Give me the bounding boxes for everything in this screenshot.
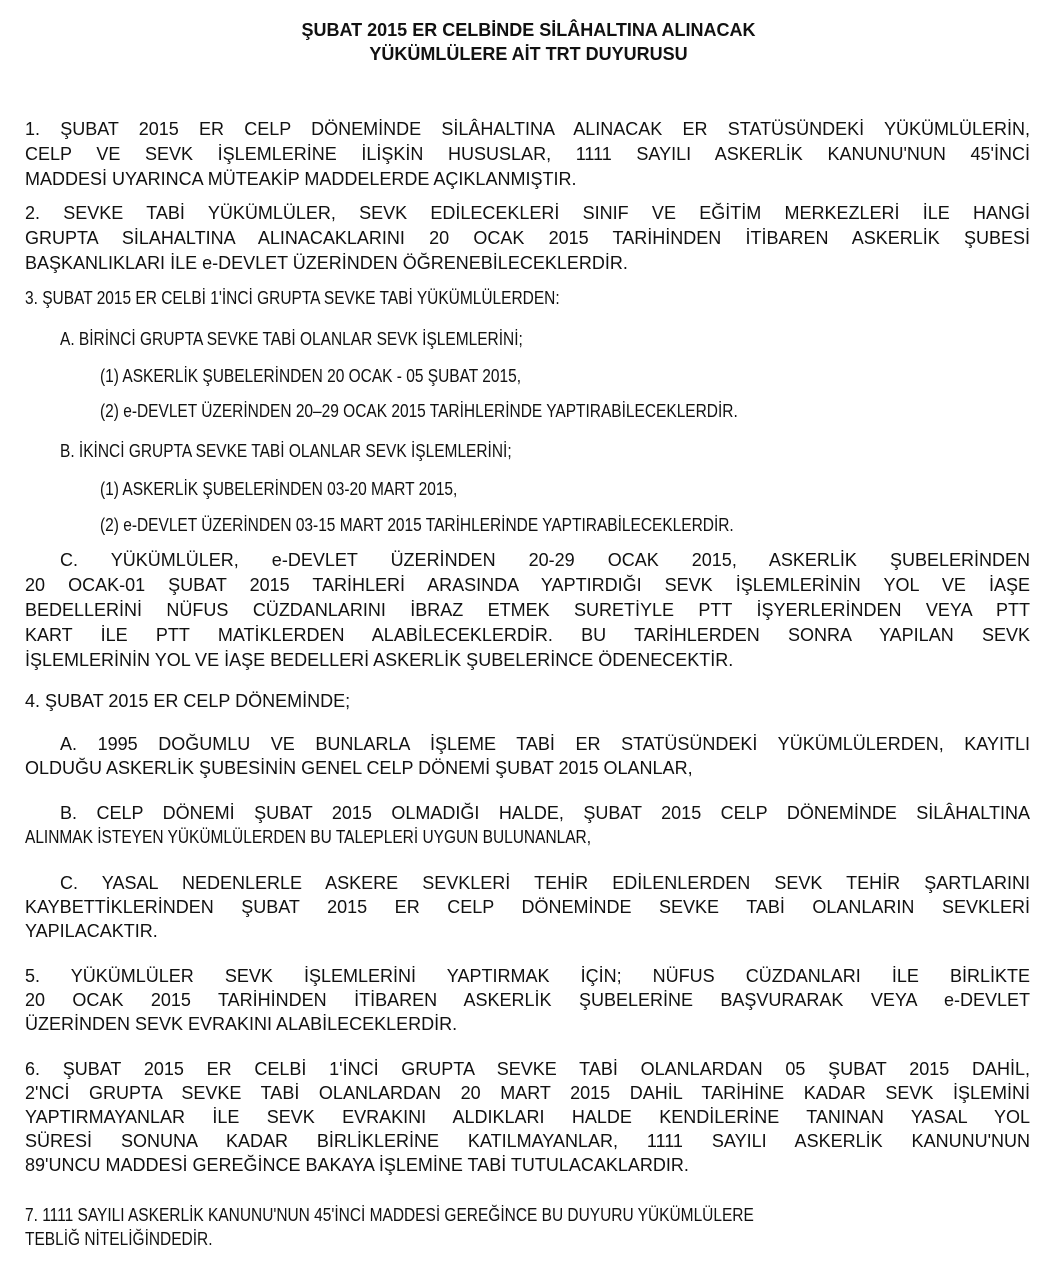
section-4c-line-1: C. YASAL NEDENLERLE ASKERE SEVKLERİ TEHİR EDİLENLERDEN SEVK TEHİR ŞARTLARINI: [60, 873, 1030, 893]
section-5-line-1: 5. YÜKÜMLÜLER SEVK İŞLEMLERİNİ YAPTIRMAK İÇİN; NÜFUS CÜZDANLARI İLE BİRLİKTE: [25, 966, 1030, 986]
section-4c-line-2: KAYBETTİKLERİNDEN ŞUBAT 2015 ER CELP DÖNEMİNDE SEVKE TABİ OLANLARIN SEVKLERİ: [25, 897, 1030, 917]
section-3a-item-1: (1) ASKERLİK ŞUBELERİNDEN 20 OCAK - 05 ŞUBAT 2015,: [100, 366, 522, 386]
section-6-line-5: 89'UNCU MADDESİ GEREĞİNCE BAKAYA İŞLEMİNE TABİ TUTULACAKLARDIR.: [25, 1155, 689, 1175]
section-4b-line-1: B. CELP DÖNEMİ ŞUBAT 2015 OLMADIĞI HALDE, ŞUBAT 2015 CELP DÖNEMİNDE SİLÂHALTINA: [60, 803, 1030, 823]
section-1-line-3: MADDESİ UYARINCA MÜTEAKİP MADDELERDE AÇIKLANMIŞTIR.: [25, 169, 577, 189]
section-6-line-2: 2'NCİ GRUPTA SEVKE TABİ OLANLARDAN 20 MART 2015 DAHİL TARİHİNE KADAR SEVK İŞLEMİNİ: [25, 1083, 1030, 1103]
section-3b-heading: B. İKİNCİ GRUPTA SEVKE TABİ OLANLAR SEVK İŞLEMLERİNİ;: [60, 441, 512, 461]
section-3b-item-2: (2) e-DEVLET ÜZERİNDEN 03-15 MART 2015 TARİHLERİNDE YAPTIRABİLECEKLERDİR.: [100, 515, 734, 535]
section-3c-line-4: KART İLE PTT MATİKLERDEN ALABİLECEKLERDİR. BU TARİHLERDEN SONRA YAPILAN SEVK: [25, 625, 1030, 645]
section-3a-item-2: (2) e-DEVLET ÜZERİNDEN 20–29 OCAK 2015 TARİHLERİNDE YAPTIRABİLECEKLERDİR.: [100, 401, 738, 421]
section-2-line-3: BAŞKANLIKLARI İLE e-DEVLET ÜZERİNDEN ÖĞRENEBİLECEKLERDİR.: [25, 253, 628, 273]
section-3b-item-1: (1) ASKERLİK ŞUBELERİNDEN 03-20 MART 2015,: [100, 479, 458, 499]
section-4a-line-2: OLDUĞU ASKERLİK ŞUBESİNİN GENEL CELP DÖNEMİ ŞUBAT 2015 OLANLAR,: [25, 758, 693, 778]
section-6-line-4: SÜRESİ SONUNA KADAR BİRLİKLERİNE KATILMAYANLAR, 1111 SAYILI ASKERLİK KANUNU'NUN: [25, 1131, 1030, 1151]
section-3c-line-1: C. YÜKÜMLÜLER, e-DEVLET ÜZERİNDEN 20-29 OCAK 2015, ASKERLİK ŞUBELERİNDEN: [60, 550, 1030, 570]
section-6-line-1: 6. ŞUBAT 2015 ER CELBİ 1'İNCİ GRUPTA SEVKE TABİ OLANLARDAN 05 ŞUBAT 2015 DAHİL,: [25, 1059, 1030, 1079]
section-3a-heading: A. BİRİNCİ GRUPTA SEVKE TABİ OLANLAR SEVK İŞLEMLERİNİ;: [60, 329, 523, 349]
document-title-line-2: YÜKÜMLÜLERE AİT TRT DUYURUSU: [369, 44, 688, 64]
section-3-heading: 3. ŞUBAT 2015 ER CELBİ 1'İNCİ GRUPTA SEVKE TABİ YÜKÜMLÜLERDEN:: [25, 288, 560, 308]
section-3c-line-3: BEDELLERİNİ NÜFUS CÜZDANLARINI İBRAZ ETMEK SURETİYLE PTT İŞYERLERİNDEN VEYA PTT: [25, 600, 1030, 620]
section-7-line-1: 7. 1111 SAYILI ASKERLİK KANUNU'NUN 45'İNCİ MADDESİ GEREĞİNCE BU DUYURU YÜKÜMLÜLERE: [25, 1205, 754, 1225]
section-4c-line-3: YAPILACAKTIR.: [25, 921, 158, 941]
section-3c-line-2: 20 OCAK-01 ŞUBAT 2015 TARİHLERİ ARASINDA YAPTIRDIĞI SEVK İŞLEMLERİNİN YOL VE İAŞE: [25, 575, 1030, 595]
section-4a-line-1: A. 1995 DOĞUMLU VE BUNLARLA İŞLEME TABİ ER STATÜSÜNDEKİ YÜKÜMLÜLERDEN, KAYITLI: [60, 734, 1030, 754]
section-5-line-3: ÜZERİNDEN SEVK EVRAKINI ALABİLECEKLERDİR.: [25, 1014, 458, 1034]
section-3c-line-5: İŞLEMLERİNİN YOL VE İAŞE BEDELLERİ ASKERLİK ŞUBELERİNCE ÖDENECEKTİR.: [25, 650, 734, 670]
section-2-line-2: GRUPTA SİLAHALTINA ALINACAKLARINI 20 OCAK 2015 TARİHİNDEN İTİBAREN ASKERLİK ŞUBESİ: [25, 228, 1030, 248]
section-4b-line-2: ALINMAK İSTEYEN YÜKÜMLÜLERDEN BU TALEPLERİ UYGUN BULUNANLAR,: [25, 827, 592, 847]
section-1-line-2: CELP VE SEVK İŞLEMLERİNE İLİŞKİN HUSUSLAR, 1111 SAYILI ASKERLİK KANUNU'NUN 45'İNCİ: [25, 144, 1030, 164]
section-2-line-1: 2. SEVKE TABİ YÜKÜMLÜLER, SEVK EDİLECEKLERİ SINIF VE EĞİTİM MERKEZLERİ İLE HANGİ: [25, 203, 1030, 223]
section-7-line-2: TEBLİĞ NİTELİĞİNDEDİR.: [25, 1229, 213, 1249]
section-1-line-1: 1. ŞUBAT 2015 ER CELP DÖNEMİNDE SİLÂHALTINA ALINACAK ER STATÜSÜNDEKİ YÜKÜMLÜLERİN,: [25, 119, 1030, 139]
section-6-line-3: YAPTIRMAYANLAR İLE SEVK EVRAKINI ALDIKLARI HALDE KENDİLERİNE TANINAN YASAL YOL: [25, 1107, 1030, 1127]
section-4-heading: 4. ŞUBAT 2015 ER CELP DÖNEMİNDE;: [25, 691, 351, 711]
section-5-line-2: 20 OCAK 2015 TARİHİNDEN İTİBAREN ASKERLİK ŞUBELERİNE BAŞVURARAK VEYA e-DEVLET: [25, 990, 1030, 1010]
document-title-line-1: ŞUBAT 2015 ER CELBİNDE SİLÂHALTINA ALINACAK: [301, 20, 756, 40]
